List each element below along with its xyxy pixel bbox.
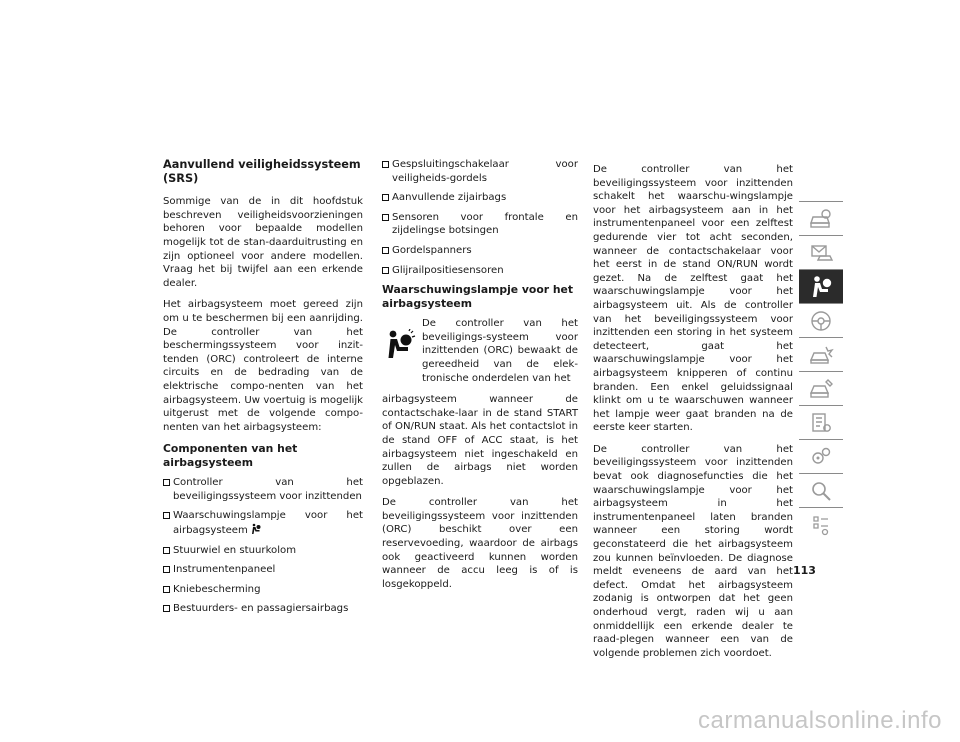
column-right	[593, 163, 793, 668]
list-item: Stuurwiel en stuurkolom	[163, 544, 363, 558]
gears-icon	[808, 444, 834, 470]
list-item: Gordelspanners	[382, 244, 578, 258]
airbag-warning-icon	[384, 329, 416, 361]
tab-dashboard[interactable]	[799, 201, 843, 235]
page-number: 113	[793, 564, 816, 577]
tab-index[interactable]	[799, 507, 843, 541]
tab-safety[interactable]	[799, 269, 843, 303]
warning-light-subheading: Waarschuwingslampje voor het airbagsysteem	[382, 283, 574, 311]
airbag-person-icon	[808, 274, 834, 300]
checkbox-bullet-icon	[382, 267, 389, 274]
steering-wheel-icon	[808, 308, 834, 334]
list-item: Controller van het beveiligingssysteem voor inzittenden	[163, 476, 363, 503]
tab-multimedia[interactable]	[799, 439, 843, 473]
checkbox-bullet-icon	[163, 586, 170, 593]
car-envelope-icon	[808, 240, 834, 266]
checkbox-bullet-icon	[163, 605, 170, 612]
tab-communication[interactable]	[799, 235, 843, 269]
checkbox-bullet-icon	[163, 512, 170, 519]
diagnostics-paragraph: De controller van het beveiligingssysteem voor inzittenden bevat ook diagnosefuncties die het waarschuwingslampje voor het airbagsysteem in het instrumentenpaneel laten branden wanneer een storing wordt geconstateerd die het airbagsysteem zou kunnen beïnvloeden. De diagnose meldt eveneens de aard van het defect. Omdat het airbagsysteem zodanig is ontworpen dat het geen onderhoud vergt, raden wij u aan onmiddellijk een erkende dealer te raad-plegen wanneer een van de volgende problemen zich voordoet.	[593, 443, 793, 659]
tab-emergency[interactable]	[799, 337, 843, 371]
column-middle	[382, 158, 578, 599]
magnifier-icon	[808, 478, 834, 504]
checkbox-bullet-icon	[163, 566, 170, 573]
chapter-tabs	[799, 201, 843, 541]
checkbox-bullet-icon	[163, 547, 170, 554]
list-settings-icon	[808, 410, 834, 436]
watermark	[0, 700, 960, 742]
components-subheading: Componenten van het airbagsysteem	[163, 442, 298, 470]
checkbox-bullet-icon	[163, 479, 170, 486]
reserve-power-paragraph: De controller van het beveiligingssysteem voor inzittenden (ORC) beschikt over een reservevoeding, waardoor de airbags ook geactiveerd kunnen worden wanneer de accu leeg is of is losgekoppeld.	[382, 497, 578, 590]
warning-light-text-continued: airbagsysteem wanneer de contactschake-laar in de stand START of ON/RUN staat. Als het contactslot in de stand OFF of ACC staat, is het airbagsysteem niet ingeschakeld en zullen de airbags niet worden opgeblazen.	[382, 394, 578, 487]
column-left	[163, 158, 363, 622]
airbag-readiness-paragraph: Het airbagsysteem moet gereed zijn om u te beschermen bij een aanrijding. De controller van het beschermingssysteem voor inzit-tenden (ORC) controleert de interne circuits en de bedrading van de elektrische compo-nenten van het airbagsysteem. Uw voertuig is mogelijk uitgerust met de volgende compo-nenten van het airbagsysteem:	[163, 299, 363, 433]
list-item: Kniebescherming	[163, 583, 363, 597]
warning-light-block	[382, 317, 578, 488]
tab-customer-assistance[interactable]	[799, 473, 843, 507]
airbag-warning-icon	[250, 523, 262, 535]
watermark-text: carmanualsonline.info	[698, 707, 942, 734]
car-crash-icon	[808, 342, 834, 368]
car-service-icon	[808, 376, 834, 402]
tab-service[interactable]	[799, 371, 843, 405]
list-item: Waarschuwingslampje voor het airbagsysteem	[163, 509, 363, 537]
self-test-paragraph: De controller van het beveiligingssysteem voor inzittenden schakelt het waarschu-wingslampje voor het airbagsysteem aan in het instrumentenpaneel voor een zelftest gedurende vier tot acht seconden, wanneer de contactschakelaar voor het eerst in de stand ON/RUN wordt gezet. Na de zelftest gaat het waarschuwingslampje voor het airbagsysteem uit. Als de controller van het beveiligingssysteem voor inzittenden een storing in het systeem detecteert, gaat het waarschuwingslampje voor het airbagsysteem knipperen of continu branden. Een enkel geluidssignaal klinkt om u te waarschuwen wanneer het lampje weer gaat branden na de eerste keer starten.	[593, 164, 793, 434]
section-heading: Aanvullend veiligheidssysteem (SRS)	[163, 158, 361, 185]
checkbox-bullet-icon	[382, 161, 389, 168]
index-list-icon	[808, 512, 834, 538]
list-item: Gespsluitingschakelaar voor veiligheids-gordels	[382, 158, 578, 185]
tab-specifications[interactable]	[799, 405, 843, 439]
intro-paragraph: Sommige van de in dit hoofdstuk beschreven veiligheidsvoorzieningen behoren voor bepaalde modellen mogelijk tot de stan-daarduitrusting en zijn optioneel voor andere modellen. Vraag het bij twijfel aan een erkende dealer.	[163, 196, 363, 289]
checkbox-bullet-icon	[382, 194, 389, 201]
list-item: Instrumentenpaneel	[163, 563, 363, 577]
warning-light-text: De controller van het beveiligings-systeem voor inzittenden (ORC) bewaakt de gereedheid van de elek-tronische onderdelen van het	[422, 318, 578, 384]
list-item: Aanvullende zijairbags	[382, 191, 578, 205]
list-item: Sensoren voor frontale en zijdelingse botsingen	[382, 211, 578, 238]
car-dashboard-icon	[808, 206, 834, 232]
tab-starting-driving[interactable]	[799, 303, 843, 337]
list-item: Glijrailpositiesensoren	[382, 264, 578, 278]
checkbox-bullet-icon	[382, 247, 389, 254]
list-item: Bestuurders- en passagiersairbags	[163, 602, 363, 616]
checkbox-bullet-icon	[382, 214, 389, 221]
